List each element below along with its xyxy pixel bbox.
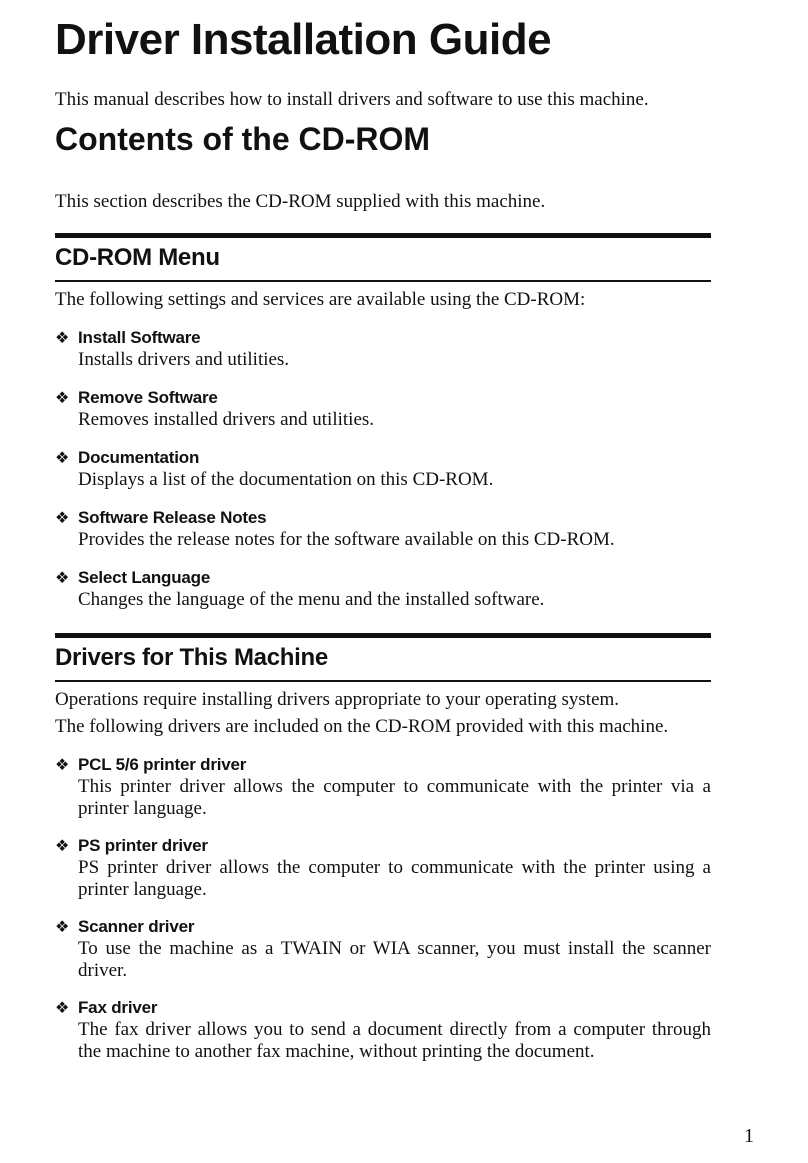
diamond-bullet-icon: ❖ [55, 836, 70, 855]
cdrom-menu-item [55, 447, 711, 491]
diamond-bullet-icon: ❖ [55, 448, 70, 467]
diamond-bullet-icon: ❖ [55, 917, 70, 936]
driver-item [55, 835, 711, 901]
item-description: PS printer driver allows the computer to communicate with the printer using a printer language. [78, 857, 711, 900]
drivers-intro-2: The following drivers are included on the CD-ROM provided with this machine. [55, 716, 669, 737]
driver-item [55, 754, 711, 820]
item-title: Select Language [78, 568, 211, 587]
item-description: Removes installed drivers and utilities. [78, 409, 375, 430]
item-title: Documentation [78, 448, 200, 467]
cdrom-menu-item [55, 567, 711, 611]
contents-description: This section describes the CD-ROM supplied with this machine. [55, 191, 546, 212]
driver-item [55, 916, 711, 982]
diamond-bullet-icon: ❖ [55, 998, 70, 1017]
item-title: Fax driver [78, 998, 158, 1017]
item-description: Changes the language of the menu and the installed software. [78, 589, 545, 610]
item-title: PS printer driver [78, 836, 208, 855]
diamond-bullet-icon: ❖ [55, 755, 70, 774]
intro-text: This manual describes how to install drivers and software to use this machine. [55, 89, 649, 110]
diamond-bullet-icon: ❖ [55, 328, 70, 347]
drivers-intro-1: Operations require installing drivers appropriate to your operating system. [55, 689, 620, 710]
item-description: Provides the release notes for the software available on this CD-ROM. [78, 529, 615, 550]
driver-item [55, 997, 711, 1063]
item-description: This printer driver allows the computer to communicate with the printer via a printer language. [78, 776, 711, 819]
diamond-bullet-icon: ❖ [55, 508, 70, 527]
item-title: Remove Software [78, 388, 218, 407]
diamond-bullet-icon: ❖ [55, 388, 70, 407]
item-title: Install Software [78, 328, 201, 347]
drivers-heading: Drivers for This Machine [55, 633, 711, 682]
cdrom-menu-item [55, 387, 711, 431]
cdrom-menu-heading: CD-ROM Menu [55, 233, 711, 282]
item-title: Software Release Notes [78, 508, 267, 527]
diamond-bullet-icon: ❖ [55, 568, 70, 587]
item-description: Installs drivers and utilities. [78, 349, 290, 370]
page-title: Driver Installation Guide [55, 15, 552, 64]
item-title: Scanner driver [78, 917, 195, 936]
item-description: To use the machine as a TWAIN or WIA scanner, you must install the scanner driver. [78, 938, 711, 981]
cdrom-menu-item [55, 507, 711, 551]
cdrom-menu-item [55, 327, 711, 371]
page-number: 1 [744, 1125, 754, 1147]
item-description: Displays a list of the documentation on this CD-ROM. [78, 469, 494, 490]
item-description: The fax driver allows you to send a document directly from a computer through the machine to another fax machine, without printing the document. [78, 1019, 711, 1062]
contents-heading: Contents of the CD-ROM [55, 121, 431, 157]
cdrom-menu-intro: The following settings and services are available using the CD-ROM: [55, 289, 586, 310]
item-title: PCL 5/6 printer driver [78, 755, 247, 774]
